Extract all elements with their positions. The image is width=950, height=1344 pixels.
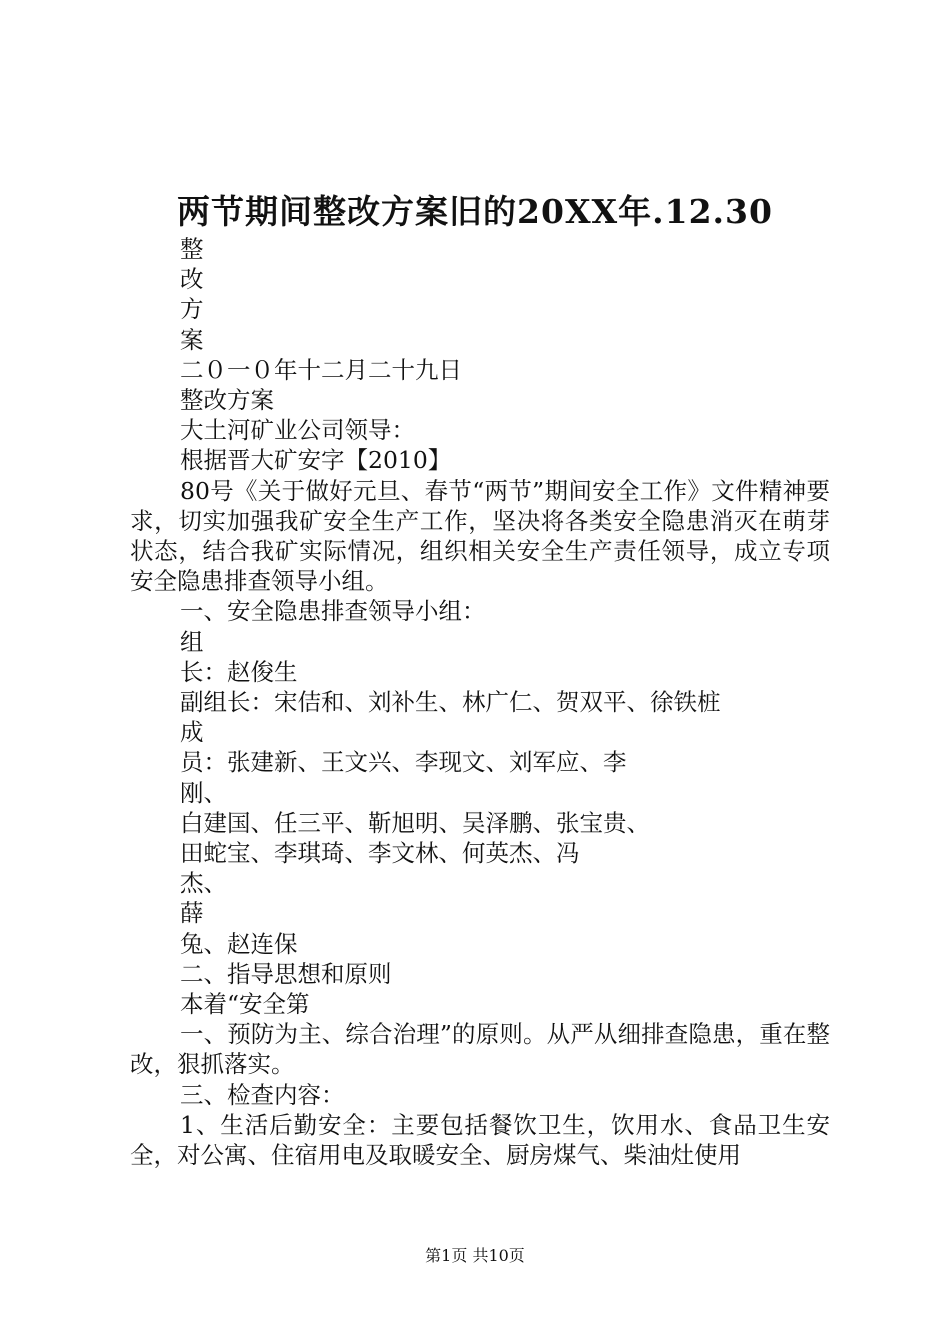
text-line: 副组长：宋佶和、刘补生、林广仁、贺双平、徐铁桩 [180, 688, 721, 717]
text-line: 改 [180, 265, 204, 294]
text-line: 长：赵俊生 [180, 657, 298, 686]
text-line: 本着“安全第 [180, 990, 310, 1019]
salutation-line: 大土河矿业公司领导： [180, 416, 415, 445]
section-heading: 二、指导思想和原则 [180, 959, 392, 988]
section-heading: 一、安全隐患排查领导小组： [180, 597, 486, 626]
section-heading: 三、检查内容： [180, 1080, 345, 1109]
text-line: 根据晋大矿安字【2010】 [180, 446, 452, 475]
text-line: 案 [180, 325, 204, 354]
text-line: 白建国、任三平、靳旭明、吴泽鹏、张宝贵、 [180, 808, 650, 837]
heading-line: 整改方案 [180, 386, 274, 415]
text-line: 整 [180, 235, 204, 263]
document-body [130, 234, 830, 1170]
paragraph: 一、预防为主、综合治理”的原则。从严从细排查隐患，重在整改，狠抓落实。 [130, 1020, 830, 1079]
paragraph: 80号《关于做好元旦、春节“两节”期间安全工作》文件精神要求，切实加强我矿安全生产工作，坚决将各类安全隐患消灭在萌芽状态，结合我矿实际情况，组织相关安全生产责任领导，成立专项安全隐患排查领导小组。 [130, 476, 830, 596]
text-line: 刚、 [180, 778, 227, 807]
text-line: 成 [180, 718, 204, 747]
text-line: 田蛇宝、李琪琦、李文林、何英杰、冯 [180, 839, 580, 868]
date-line: 二０一０年十二月二十九日 [180, 355, 462, 384]
text-line: 员：张建新、王文兴、李现文、刘军应、李 [180, 748, 627, 777]
paragraph: 1、生活后勤安全：主要包括餐饮卫生，饮用水、食品卫生安全，对公寓、住宿用电及取暖安全、厨房煤气、柴油灶使用 [130, 1110, 830, 1170]
text-line: 组 [180, 627, 204, 656]
text-line: 兔、赵连保 [180, 929, 298, 958]
text-line: 薛 [180, 899, 204, 928]
text-line: 杰、 [180, 869, 227, 898]
page-footer: 第1页 共10页 [425, 1246, 525, 1265]
document-title: 两节期间整改方案旧的20XX年.12.30 [177, 192, 773, 231]
text-line: 方 [180, 295, 204, 324]
